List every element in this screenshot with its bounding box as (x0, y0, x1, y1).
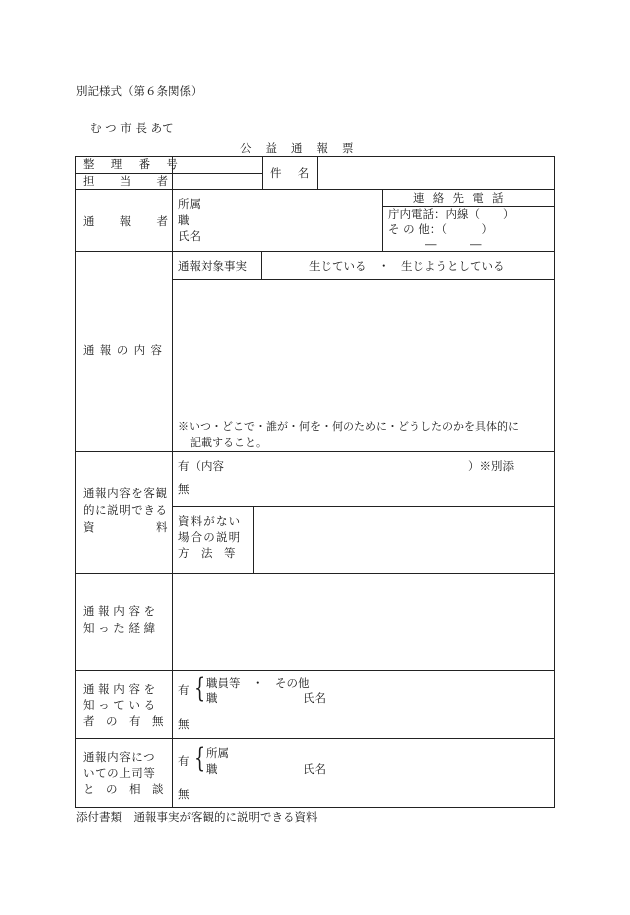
divider (75, 670, 555, 671)
divider (253, 506, 254, 573)
reporter-label: 通 報 者 (83, 214, 168, 228)
materials-attachment: ）※別添 (468, 459, 514, 473)
no-materials-label-3: 方 法 等 (178, 546, 236, 560)
subject-label: 件 名 (270, 166, 316, 180)
divider (172, 156, 173, 808)
materials-label-3b: 料 (156, 520, 168, 534)
others-item-2: 職 (206, 691, 218, 705)
content-note-cont: 記載すること。 (190, 436, 267, 449)
others-no: 無 (178, 717, 190, 731)
materials-label-1: 通報内容を客観 (83, 486, 168, 500)
fact-label: 通報対象事実 (178, 259, 247, 273)
supervisor-name: 氏名 (303, 762, 326, 776)
supervisor-item-1: 所属 (206, 746, 229, 760)
affiliation-label: 所属 (178, 197, 201, 211)
number-label: 整 理 番 号 (83, 157, 185, 171)
form-reference: 別記様式（第６条関係） (76, 84, 203, 98)
background-label-1: 通 報 内 容 を (83, 604, 156, 618)
divider (172, 506, 555, 507)
divider (75, 251, 555, 252)
others-label-1: 通 報 内 容 を (83, 682, 156, 696)
others-item-1: 職員等 ・ その他 (206, 676, 310, 690)
left-brace-icon: { (194, 673, 206, 704)
divider (75, 173, 262, 174)
divider (75, 738, 555, 739)
supervisor-item-2: 職 (206, 762, 218, 776)
addressee: む つ 市 長 あて (90, 121, 174, 135)
form-title: 公 益 通 報 票 (240, 141, 354, 155)
materials-no: 無 (178, 482, 190, 496)
divider (317, 156, 318, 189)
contact-title: 連 絡 先 電 話 (413, 191, 504, 205)
materials-yes: 有（内容 (178, 459, 224, 473)
divider (75, 189, 555, 190)
extension-line: 庁内電話：内線（ ） (388, 207, 515, 221)
no-materials-label-1: 資料がない (178, 514, 242, 528)
divider (75, 451, 555, 452)
name-label: 氏名 (178, 229, 201, 243)
others-name: 氏名 (303, 691, 326, 705)
content-label: 通 報 の 内 容 (83, 343, 163, 357)
phone-dash: ― (425, 237, 437, 251)
divider (262, 156, 263, 189)
fact-options: 生じている ・ 生じようとしている (309, 259, 505, 273)
others-label-2: 知 っ て い る (83, 698, 156, 712)
materials-label-3a: 資 (83, 520, 95, 534)
phone-dash: ― (470, 237, 482, 251)
no-materials-label-2: 場合の説明 (178, 530, 242, 544)
other-phone-line: そ の 他：（ ） (388, 222, 494, 236)
position-label: 職 (178, 213, 190, 227)
supervisor-no: 無 (178, 787, 190, 801)
divider (382, 189, 383, 251)
supervisor-label-2: いての上司等 (83, 766, 156, 780)
staff-label: 担 当 者 (83, 174, 168, 188)
divider (261, 251, 262, 279)
divider (75, 573, 555, 574)
supervisor-label-3: と の 相 談 (83, 782, 164, 796)
background-label-2: 知 っ た 経 緯 (83, 621, 156, 635)
others-label-3: 者 の 有 無 (83, 714, 164, 728)
supervisor-label-1: 通報内容につ (83, 750, 156, 764)
others-yes: 有 (178, 683, 190, 697)
materials-label-2: 的に説明できる (83, 503, 168, 517)
divider (172, 279, 555, 280)
content-note: ※いつ・どこで・誰が・何を・何のために・どうしたのかを具体的に (178, 420, 519, 433)
attachment-note: 添付書類 通報事実が客観的に説明できる資料 (76, 810, 318, 824)
supervisor-yes: 有 (178, 754, 190, 768)
left-brace-icon: { (194, 743, 206, 774)
